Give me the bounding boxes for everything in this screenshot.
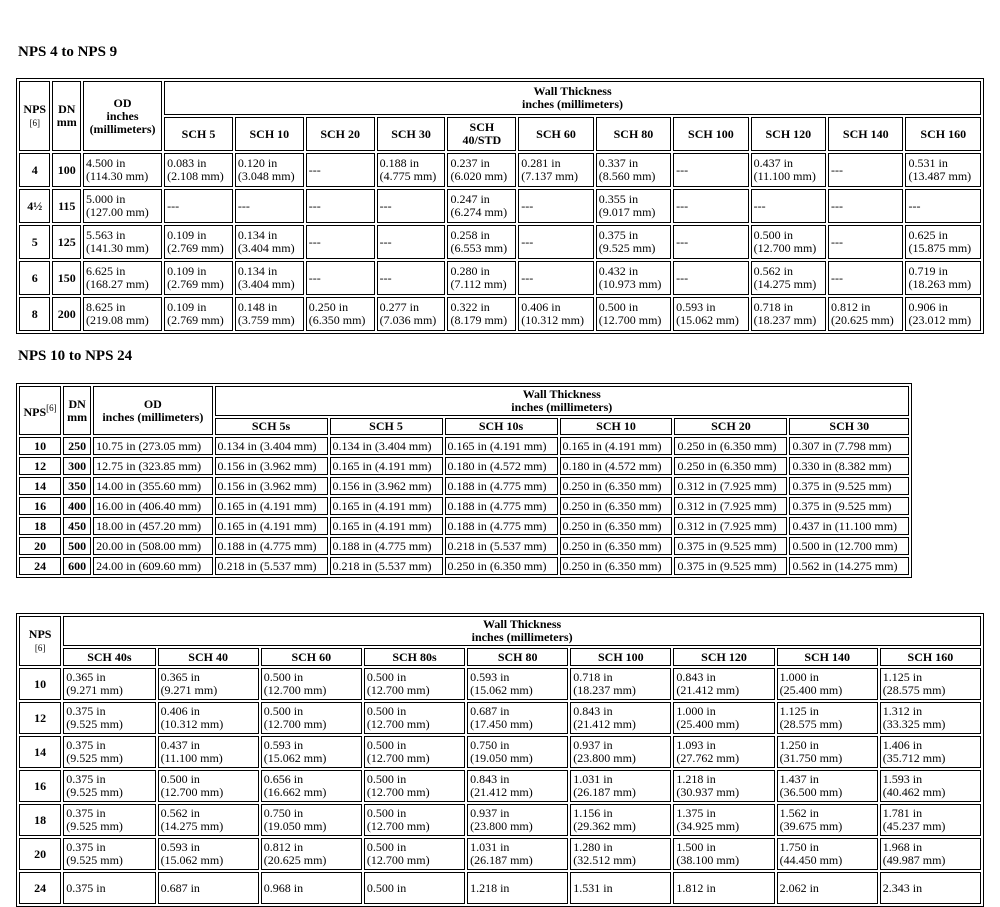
table-row bbox=[19, 770, 981, 802]
wall-thickness-cell: 1.500 in (38.100 mm) bbox=[673, 838, 774, 870]
dn-cell: 350 bbox=[63, 477, 91, 495]
dn-cell: 600 bbox=[63, 557, 91, 575]
wall-thickness-cell: --- bbox=[306, 225, 375, 259]
wall-thickness-cell: 1.781 in (45.237 mm) bbox=[880, 804, 981, 836]
wall-thickness-cell: 0.250 in (6.350 mm) bbox=[560, 557, 673, 575]
wall-thickness-cell: 0.134 in (3.404 mm) bbox=[330, 437, 443, 455]
header-schedule: SCH 20 bbox=[674, 418, 787, 435]
wall-thickness-cell: 0.812 in (20.625 mm) bbox=[261, 838, 362, 870]
wall-thickness-cell: 0.237 in (6.020 mm) bbox=[447, 153, 516, 187]
wall-thickness-cell: --- bbox=[377, 225, 446, 259]
wall-thickness-cell: --- bbox=[306, 153, 375, 187]
dn-cell: 200 bbox=[52, 297, 81, 331]
wall-thickness-cell: 0.375 in (9.525 mm) bbox=[674, 557, 787, 575]
nps-cell: 5 bbox=[19, 225, 50, 259]
dn-cell: 450 bbox=[63, 517, 91, 535]
wall-thickness-cell: 0.432 in (10.973 mm) bbox=[596, 261, 671, 295]
table-row bbox=[19, 668, 981, 700]
nps-cell: 20 bbox=[19, 537, 61, 555]
nps-cell: 16 bbox=[19, 497, 61, 515]
wall-thickness-cell: 0.165 in (4.191 mm) bbox=[215, 497, 328, 515]
wall-thickness-cell: 1.125 in (28.575 mm) bbox=[880, 668, 981, 700]
wall-thickness-cell: 0.247 in (6.274 mm) bbox=[447, 189, 516, 223]
wall-thickness-cell: 0.843 in (21.412 mm) bbox=[570, 702, 671, 734]
wall-thickness-cell: --- bbox=[673, 153, 748, 187]
od-cell: 10.75 in (273.05 mm) bbox=[93, 437, 212, 455]
wall-thickness-cell: --- bbox=[673, 189, 748, 223]
wall-thickness-cell: 0.375 in (9.525 mm) bbox=[674, 537, 787, 555]
wall-thickness-cell: 0.500 in (12.700 mm) bbox=[364, 702, 465, 734]
wall-thickness-cell: 0.937 in (23.800 mm) bbox=[467, 804, 568, 836]
table-row bbox=[19, 477, 909, 495]
od-cell: 16.00 in (406.40 mm) bbox=[93, 497, 212, 515]
wall-thickness-cell: 1.000 in (25.400 mm) bbox=[673, 702, 774, 734]
header-schedule: SCH 80 bbox=[467, 648, 568, 666]
wall-thickness-cell: 0.250 in (6.350 mm) bbox=[306, 297, 375, 331]
wall-thickness-cell: 0.134 in (3.404 mm) bbox=[235, 225, 304, 259]
wall-thickness-cell: --- bbox=[751, 189, 826, 223]
wall-thickness-cell: 0.165 in (4.191 mm) bbox=[330, 497, 443, 515]
header-wall-thickness: Wall Thickness inches (millimeters) bbox=[164, 81, 981, 115]
wall-thickness-cell: --- bbox=[828, 261, 903, 295]
header-schedule: SCH 160 bbox=[905, 117, 981, 151]
wall-thickness-cell: 0.188 in (4.775 mm) bbox=[215, 537, 328, 555]
wall-thickness-cell: 1.375 in (34.925 mm) bbox=[673, 804, 774, 836]
od-cell: 20.00 in (508.00 mm) bbox=[93, 537, 212, 555]
dn-cell: 500 bbox=[63, 537, 91, 555]
header-schedule: SCH 60 bbox=[518, 117, 593, 151]
wall-thickness-cell: 0.188 in (4.775 mm) bbox=[377, 153, 446, 187]
dn-cell: 125 bbox=[52, 225, 81, 259]
header-wall-thickness: Wall Thickness inches (millimeters) bbox=[215, 386, 909, 416]
header-schedule: SCH 10 bbox=[560, 418, 673, 435]
wall-thickness-cell: 0.406 in (10.312 mm) bbox=[158, 702, 259, 734]
wall-thickness-cell: 0.188 in (4.775 mm) bbox=[330, 537, 443, 555]
wall-thickness-cell: 1.593 in (40.462 mm) bbox=[880, 770, 981, 802]
wall-thickness-cell: 0.593 in (15.062 mm) bbox=[673, 297, 748, 331]
wall-thickness-cell: --- bbox=[673, 261, 748, 295]
wall-thickness-cell: --- bbox=[164, 189, 233, 223]
wall-thickness-cell: --- bbox=[828, 189, 903, 223]
wall-thickness-cell: 0.656 in (16.662 mm) bbox=[261, 770, 362, 802]
wall-thickness-cell: 0.281 in (7.137 mm) bbox=[518, 153, 593, 187]
dn-cell: 150 bbox=[52, 261, 81, 295]
wall-thickness-cell: 0.500 in (12.700 mm) bbox=[364, 736, 465, 768]
wall-thickness-cell: 0.218 in (5.537 mm) bbox=[215, 557, 328, 575]
wall-thickness-cell: 0.500 in (12.700 mm) bbox=[789, 537, 909, 555]
table-row bbox=[19, 537, 909, 555]
wall-thickness-cell: 0.437 in (11.100 mm) bbox=[751, 153, 826, 187]
nps-cell: 14 bbox=[19, 736, 61, 768]
dn-cell: 100 bbox=[52, 153, 81, 187]
header-od: OD inches (millimeters) bbox=[93, 386, 212, 435]
header-schedule: SCH 80s bbox=[364, 648, 465, 666]
wall-thickness-cell: 0.375 in (9.525 mm) bbox=[789, 497, 909, 515]
wall-thickness-cell: 1.218 in bbox=[467, 872, 568, 904]
wall-thickness-cell: 0.937 in (23.800 mm) bbox=[570, 736, 671, 768]
header-schedule: SCH 40/STD bbox=[447, 117, 516, 151]
header-dn: DN mm bbox=[52, 81, 81, 151]
header-nps: NPS [6] bbox=[19, 81, 50, 151]
wall-thickness-cell: 0.250 in (6.350 mm) bbox=[560, 477, 673, 495]
ref-link[interactable]: [6] bbox=[29, 117, 40, 128]
header-wall-thickness: Wall Thickness inches (millimeters) bbox=[63, 616, 981, 646]
header-schedule: SCH 5 bbox=[330, 418, 443, 435]
pipe-table-nps-4-9 bbox=[16, 78, 984, 334]
wall-thickness-cell: 0.406 in (10.312 mm) bbox=[518, 297, 593, 331]
wall-thickness-cell: 0.593 in (15.062 mm) bbox=[467, 668, 568, 700]
wall-thickness-cell: 0.500 in (12.700 mm) bbox=[364, 838, 465, 870]
wall-thickness-cell: --- bbox=[905, 189, 981, 223]
header-od: OD inches (millimeters) bbox=[83, 81, 162, 151]
dn-cell: 115 bbox=[52, 189, 81, 223]
wall-thickness-cell: 0.250 in (6.350 mm) bbox=[445, 557, 558, 575]
table-row bbox=[19, 153, 981, 187]
wall-thickness-cell: 0.355 in (9.017 mm) bbox=[596, 189, 671, 223]
wall-thickness-cell: 1.406 in (35.712 mm) bbox=[880, 736, 981, 768]
wall-thickness-cell: 0.375 in (9.525 mm) bbox=[63, 804, 155, 836]
table-row bbox=[19, 225, 981, 259]
wall-thickness-cell: 0.500 in (12.700 mm) bbox=[261, 702, 362, 734]
wall-thickness-cell: 2.062 in bbox=[777, 872, 878, 904]
header-schedule: SCH 140 bbox=[777, 648, 878, 666]
table-row bbox=[19, 804, 981, 836]
ref-link[interactable]: [6] bbox=[46, 403, 57, 413]
wall-thickness-cell: --- bbox=[235, 189, 304, 223]
wall-thickness-cell: 0.718 in (18.237 mm) bbox=[570, 668, 671, 700]
wall-thickness-cell: 0.180 in (4.572 mm) bbox=[445, 457, 558, 475]
wall-thickness-cell: --- bbox=[828, 153, 903, 187]
table-row bbox=[19, 702, 981, 734]
wall-thickness-cell: --- bbox=[518, 189, 593, 223]
table-row bbox=[19, 437, 909, 455]
nps-cell: 16 bbox=[19, 770, 61, 802]
wall-thickness-cell: 0.109 in (2.769 mm) bbox=[164, 297, 233, 331]
wall-thickness-cell: 0.500 in (12.700 mm) bbox=[364, 668, 465, 700]
header-schedule: SCH 40 bbox=[158, 648, 259, 666]
wall-thickness-cell: 0.307 in (7.798 mm) bbox=[789, 437, 909, 455]
wall-thickness-cell: 0.500 in (12.700 mm) bbox=[596, 297, 671, 331]
wall-thickness-cell: 0.188 in (4.775 mm) bbox=[445, 497, 558, 515]
header-schedule: SCH 30 bbox=[377, 117, 446, 151]
od-cell: 14.00 in (355.60 mm) bbox=[93, 477, 212, 495]
wall-thickness-cell: 0.250 in (6.350 mm) bbox=[560, 517, 673, 535]
od-cell: 24.00 in (609.60 mm) bbox=[93, 557, 212, 575]
wall-thickness-cell: 0.562 in (14.275 mm) bbox=[158, 804, 259, 836]
wall-thickness-cell: 0.218 in (5.537 mm) bbox=[445, 537, 558, 555]
nps-cell: 6 bbox=[19, 261, 50, 295]
wall-thickness-cell: 0.312 in (7.925 mm) bbox=[674, 497, 787, 515]
nps-cell: 4 bbox=[19, 153, 50, 187]
wall-thickness-cell: 0.500 in (12.700 mm) bbox=[261, 668, 362, 700]
od-cell: 18.00 in (457.20 mm) bbox=[93, 517, 212, 535]
wall-thickness-cell: 0.165 in (4.191 mm) bbox=[215, 517, 328, 535]
header-schedule: SCH 140 bbox=[828, 117, 903, 151]
wall-thickness-cell: 0.250 in (6.350 mm) bbox=[674, 437, 787, 455]
table-row bbox=[19, 189, 981, 223]
wall-thickness-cell: 0.593 in (15.062 mm) bbox=[261, 736, 362, 768]
section-title-nps-4-9: NPS 4 to NPS 9 bbox=[18, 44, 118, 60]
wall-thickness-cell: 0.156 in (3.962 mm) bbox=[215, 457, 328, 475]
wall-thickness-cell: 0.109 in (2.769 mm) bbox=[164, 225, 233, 259]
wall-thickness-cell: 0.156 in (3.962 mm) bbox=[330, 477, 443, 495]
wall-thickness-cell: 0.312 in (7.925 mm) bbox=[674, 517, 787, 535]
wall-thickness-cell: 0.188 in (4.775 mm) bbox=[445, 517, 558, 535]
wall-thickness-cell: 0.188 in (4.775 mm) bbox=[445, 477, 558, 495]
wall-thickness-cell: 1.218 in (30.937 mm) bbox=[673, 770, 774, 802]
wall-thickness-cell: 1.031 in (26.187 mm) bbox=[467, 838, 568, 870]
wall-thickness-cell: --- bbox=[518, 225, 593, 259]
wall-thickness-cell: 0.500 in (12.700 mm) bbox=[364, 804, 465, 836]
wall-thickness-cell: 0.968 in bbox=[261, 872, 362, 904]
wall-thickness-cell: 0.134 in (3.404 mm) bbox=[215, 437, 328, 455]
wall-thickness-cell: 0.562 in (14.275 mm) bbox=[789, 557, 909, 575]
wall-thickness-cell: 1.280 in (32.512 mm) bbox=[570, 838, 671, 870]
wall-thickness-cell: 0.250 in (6.350 mm) bbox=[674, 457, 787, 475]
dn-cell: 250 bbox=[63, 437, 91, 455]
nps-cell: 24 bbox=[19, 557, 61, 575]
wall-thickness-cell: --- bbox=[377, 261, 446, 295]
wall-thickness-cell: 0.322 in (8.179 mm) bbox=[447, 297, 516, 331]
header-schedule: SCH 10s bbox=[445, 418, 558, 435]
wall-thickness-cell: 1.156 in (29.362 mm) bbox=[570, 804, 671, 836]
wall-thickness-cell: 0.165 in (4.191 mm) bbox=[330, 517, 443, 535]
table-row bbox=[19, 297, 981, 331]
wall-thickness-cell: --- bbox=[306, 189, 375, 223]
nps-cell: 14 bbox=[19, 477, 61, 495]
wall-thickness-cell: 0.330 in (8.382 mm) bbox=[789, 457, 909, 475]
table-row bbox=[19, 872, 981, 904]
nps-cell: 20 bbox=[19, 838, 61, 870]
table-row bbox=[19, 261, 981, 295]
nps-cell: 18 bbox=[19, 804, 61, 836]
nps-cell: 24 bbox=[19, 872, 61, 904]
nps-cell: 10 bbox=[19, 437, 61, 455]
wall-thickness-cell: 0.083 in (2.108 mm) bbox=[164, 153, 233, 187]
wall-thickness-cell: 1.031 in (26.187 mm) bbox=[570, 770, 671, 802]
wall-thickness-cell: 1.125 in (28.575 mm) bbox=[777, 702, 878, 734]
wall-thickness-cell: 0.375 in (9.525 mm) bbox=[596, 225, 671, 259]
wall-thickness-cell: 0.812 in (20.625 mm) bbox=[828, 297, 903, 331]
wall-thickness-cell: 0.277 in (7.036 mm) bbox=[377, 297, 446, 331]
wall-thickness-cell: 0.375 in (9.525 mm) bbox=[63, 838, 155, 870]
wall-thickness-cell: 0.134 in (3.404 mm) bbox=[235, 261, 304, 295]
header-schedule: SCH 20 bbox=[306, 117, 375, 151]
wall-thickness-cell: 0.337 in (8.560 mm) bbox=[596, 153, 671, 187]
pipe-table-nps-10-24-b bbox=[16, 613, 984, 907]
wall-thickness-cell: 1.968 in (49.987 mm) bbox=[880, 838, 981, 870]
header-schedule: SCH 120 bbox=[673, 648, 774, 666]
wall-thickness-cell: 2.343 in bbox=[880, 872, 981, 904]
wall-thickness-cell: 1.093 in (27.762 mm) bbox=[673, 736, 774, 768]
od-cell: 4.500 in (114.30 mm) bbox=[83, 153, 162, 187]
header-schedule: SCH 5s bbox=[215, 418, 328, 435]
wall-thickness-cell: --- bbox=[518, 261, 593, 295]
header-schedule: SCH 80 bbox=[596, 117, 671, 151]
section-title-nps-10-24: NPS 10 to NPS 24 bbox=[18, 348, 133, 364]
dn-cell: 400 bbox=[63, 497, 91, 515]
wall-thickness-cell: 0.148 in (3.759 mm) bbox=[235, 297, 304, 331]
wall-thickness-cell: 0.625 in (15.875 mm) bbox=[905, 225, 981, 259]
wall-thickness-cell: 0.218 in (5.537 mm) bbox=[330, 557, 443, 575]
wall-thickness-cell: --- bbox=[306, 261, 375, 295]
wall-thickness-cell: 0.375 in (9.525 mm) bbox=[63, 702, 155, 734]
wall-thickness-cell: 0.375 in bbox=[63, 872, 155, 904]
wall-thickness-cell: 1.812 in bbox=[673, 872, 774, 904]
wall-thickness-cell: 0.687 in bbox=[158, 872, 259, 904]
pipe-table-nps-10-24-a bbox=[16, 383, 912, 578]
wall-thickness-cell: 1.250 in (31.750 mm) bbox=[777, 736, 878, 768]
wall-thickness-cell: 0.843 in (21.412 mm) bbox=[467, 770, 568, 802]
od-cell: 12.75 in (323.85 mm) bbox=[93, 457, 212, 475]
wall-thickness-cell: 0.165 in (4.191 mm) bbox=[560, 437, 673, 455]
wall-thickness-cell: 0.180 in (4.572 mm) bbox=[560, 457, 673, 475]
table-row bbox=[19, 457, 909, 475]
header-schedule: SCH 160 bbox=[880, 648, 981, 666]
wall-thickness-cell: 0.165 in (4.191 mm) bbox=[330, 457, 443, 475]
wall-thickness-cell: --- bbox=[828, 225, 903, 259]
wall-thickness-cell: 0.500 in (12.700 mm) bbox=[158, 770, 259, 802]
wall-thickness-cell: 1.000 in (25.400 mm) bbox=[777, 668, 878, 700]
dn-cell: 300 bbox=[63, 457, 91, 475]
nps-cell: 12 bbox=[19, 702, 61, 734]
wall-thickness-cell: 0.312 in (7.925 mm) bbox=[674, 477, 787, 495]
header-schedule: SCH 60 bbox=[261, 648, 362, 666]
header-schedule: SCH 100 bbox=[570, 648, 671, 666]
wall-thickness-cell: 0.250 in (6.350 mm) bbox=[560, 537, 673, 555]
header-schedule: SCH 10 bbox=[235, 117, 304, 151]
table-row bbox=[19, 517, 909, 535]
wall-thickness-cell: 0.375 in (9.525 mm) bbox=[63, 770, 155, 802]
od-cell: 6.625 in (168.27 mm) bbox=[83, 261, 162, 295]
wall-thickness-cell: 0.500 in (12.700 mm) bbox=[751, 225, 826, 259]
wall-thickness-cell: 0.719 in (18.263 mm) bbox=[905, 261, 981, 295]
header-schedule: SCH 40s bbox=[63, 648, 155, 666]
od-cell: 8.625 in (219.08 mm) bbox=[83, 297, 162, 331]
wall-thickness-cell: 0.593 in (15.062 mm) bbox=[158, 838, 259, 870]
wall-thickness-cell: 0.250 in (6.350 mm) bbox=[560, 497, 673, 515]
wall-thickness-cell: 0.156 in (3.962 mm) bbox=[215, 477, 328, 495]
table-row bbox=[19, 736, 981, 768]
nps-cell: 18 bbox=[19, 517, 61, 535]
ref-link[interactable]: [6] bbox=[34, 642, 46, 653]
nps-cell: 10 bbox=[19, 668, 61, 700]
header-schedule: SCH 120 bbox=[751, 117, 826, 151]
wall-thickness-cell: 0.258 in (6.553 mm) bbox=[447, 225, 516, 259]
wall-thickness-cell: 0.437 in (11.100 mm) bbox=[789, 517, 909, 535]
wall-thickness-cell: 1.312 in (33.325 mm) bbox=[880, 702, 981, 734]
header-schedule: SCH 30 bbox=[789, 418, 909, 435]
wall-thickness-cell: 0.375 in (9.525 mm) bbox=[63, 736, 155, 768]
nps-cell: 8 bbox=[19, 297, 50, 331]
wall-thickness-cell: 0.109 in (2.769 mm) bbox=[164, 261, 233, 295]
wall-thickness-cell: --- bbox=[377, 189, 446, 223]
wall-thickness-cell: 1.531 in bbox=[570, 872, 671, 904]
wall-thickness-cell: 0.750 in (19.050 mm) bbox=[261, 804, 362, 836]
nps-cell: 4½ bbox=[19, 189, 50, 223]
table-row bbox=[19, 497, 909, 515]
header-dn: DN mm bbox=[63, 386, 91, 435]
wall-thickness-cell: 0.687 in (17.450 mm) bbox=[467, 702, 568, 734]
od-cell: 5.000 in (127.00 mm) bbox=[83, 189, 162, 223]
wall-thickness-cell: 0.280 in (7.112 mm) bbox=[447, 261, 516, 295]
wall-thickness-cell: 1.437 in (36.500 mm) bbox=[777, 770, 878, 802]
header-schedule: SCH 100 bbox=[673, 117, 748, 151]
od-cell: 5.563 in (141.30 mm) bbox=[83, 225, 162, 259]
wall-thickness-cell: 0.531 in (13.487 mm) bbox=[905, 153, 981, 187]
wall-thickness-cell: 0.437 in (11.100 mm) bbox=[158, 736, 259, 768]
table-row bbox=[19, 838, 981, 870]
wall-thickness-cell: 0.843 in (21.412 mm) bbox=[673, 668, 774, 700]
wall-thickness-cell: 0.562 in (14.275 mm) bbox=[751, 261, 826, 295]
wall-thickness-cell: 0.500 in bbox=[364, 872, 465, 904]
wall-thickness-cell: 0.750 in (19.050 mm) bbox=[467, 736, 568, 768]
wall-thickness-cell: 0.365 in (9.271 mm) bbox=[158, 668, 259, 700]
nps-cell: 12 bbox=[19, 457, 61, 475]
wall-thickness-cell: 0.500 in (12.700 mm) bbox=[364, 770, 465, 802]
header-schedule: SCH 5 bbox=[164, 117, 233, 151]
wall-thickness-cell: 0.718 in (18.237 mm) bbox=[751, 297, 826, 331]
wall-thickness-cell: 0.165 in (4.191 mm) bbox=[445, 437, 558, 455]
header-nps: NPS [6] bbox=[19, 616, 61, 666]
header-nps: NPS[6] bbox=[19, 386, 61, 435]
wall-thickness-cell: 0.120 in (3.048 mm) bbox=[235, 153, 304, 187]
wall-thickness-cell: 0.365 in (9.271 mm) bbox=[63, 668, 155, 700]
wall-thickness-cell: 1.750 in (44.450 mm) bbox=[777, 838, 878, 870]
wall-thickness-cell: 0.906 in (23.012 mm) bbox=[905, 297, 981, 331]
wall-thickness-cell: --- bbox=[673, 225, 748, 259]
wall-thickness-cell: 0.375 in (9.525 mm) bbox=[789, 477, 909, 495]
wall-thickness-cell: 1.562 in (39.675 mm) bbox=[777, 804, 878, 836]
table-row bbox=[19, 557, 909, 575]
